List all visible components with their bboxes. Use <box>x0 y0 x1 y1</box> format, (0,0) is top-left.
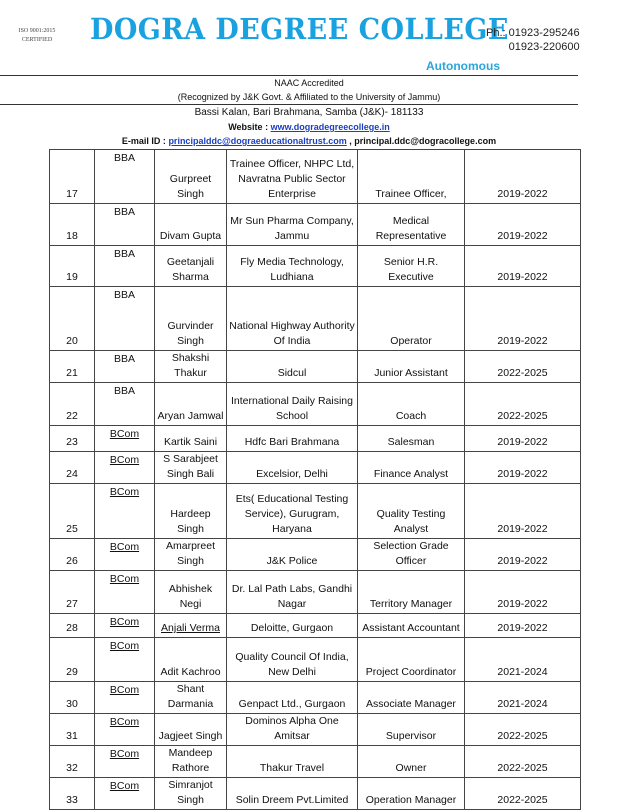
row-number-cell <box>50 614 95 638</box>
organization-cell <box>227 150 358 204</box>
row-number-cell <box>50 351 95 383</box>
program-cell <box>95 746 155 778</box>
row-number: 21 <box>66 367 78 379</box>
program-cell <box>95 638 155 682</box>
designation-cell <box>358 484 465 539</box>
student-name-cell <box>155 287 227 351</box>
student-name: Amarpreet Singh <box>165 540 216 567</box>
organization: Quality Council Of India, New Delhi <box>235 651 349 678</box>
designation-cell <box>358 571 465 614</box>
table-row <box>50 682 581 714</box>
student-name-cell <box>155 150 227 204</box>
email-separator: , <box>346 136 355 146</box>
phone-1: Ph.: 01923-295246 <box>486 27 580 39</box>
address: Bassi Kalan, Bari Brahmana, Samba (J&K)- 181133 <box>194 107 424 118</box>
accreditation: NAAC Accredited <box>274 78 344 88</box>
organization: Hdfc Bari Brahmana <box>244 436 340 448</box>
student-name-cell <box>155 426 227 452</box>
program-cell <box>95 246 155 287</box>
organization-cell <box>227 714 358 746</box>
table-row <box>50 150 581 204</box>
student-name-cell <box>155 204 227 246</box>
designation: Project Coordinator <box>365 666 457 678</box>
student-name-cell <box>155 638 227 682</box>
student-name-cell <box>155 714 227 746</box>
student-name-cell <box>155 614 227 638</box>
organization-cell <box>227 614 358 638</box>
organization-cell <box>227 484 358 539</box>
designation-cell <box>358 150 465 204</box>
table-row <box>50 246 581 287</box>
organization-cell <box>227 383 358 426</box>
program-cell <box>95 614 155 638</box>
organization-cell <box>227 452 358 484</box>
designation-cell <box>358 452 465 484</box>
batch-cell <box>465 778 581 810</box>
designation: Trainee Officer, <box>375 188 447 200</box>
iso-line-1: ISO 9001:2015 <box>18 28 56 34</box>
student-name: Adit Kachroo <box>160 666 221 678</box>
designation-cell <box>358 539 465 571</box>
student-name: Mandeep Rathore <box>168 747 213 774</box>
row-number-cell <box>50 383 95 426</box>
batch-cell <box>465 746 581 778</box>
row-number-cell <box>50 778 95 810</box>
student-name: Hardeep Singh <box>170 508 211 535</box>
program: BCom <box>109 428 140 440</box>
program: BCom <box>109 573 140 585</box>
designation: Supervisor <box>385 730 437 742</box>
organization: International Daily Raising School <box>231 395 353 422</box>
batch-cell <box>465 714 581 746</box>
batch: 2019-2022 <box>497 598 548 610</box>
row-number-cell <box>50 682 95 714</box>
row-number: 17 <box>66 188 78 200</box>
row-number: 22 <box>66 410 78 422</box>
student-name: Shant Darmania <box>167 683 214 710</box>
batch-cell <box>465 682 581 714</box>
designation: Salesman <box>387 436 435 448</box>
batch: 2021-2024 <box>497 698 548 710</box>
student-name-cell <box>155 452 227 484</box>
row-number-cell <box>50 287 95 351</box>
designation: Junior Assistant <box>374 367 448 379</box>
row-number: 33 <box>66 794 78 806</box>
batch: 2019-2022 <box>497 335 548 347</box>
designation-cell <box>358 246 465 287</box>
student-name: Simranjot Singh <box>168 779 213 806</box>
table-row <box>50 204 581 246</box>
batch: 2019-2022 <box>497 622 548 634</box>
designation-cell <box>358 204 465 246</box>
table-row <box>50 714 581 746</box>
student-name-cell <box>155 539 227 571</box>
student-name: Aryan Jamwal <box>157 410 224 422</box>
row-number: 18 <box>66 230 78 242</box>
designation: Territory Manager <box>369 598 453 610</box>
organization: Deloitte, Gurgaon <box>250 622 334 634</box>
row-number-cell <box>50 246 95 287</box>
batch: 2019-2022 <box>497 230 548 242</box>
batch-cell <box>465 351 581 383</box>
row-number-cell <box>50 426 95 452</box>
batch-cell <box>465 383 581 426</box>
email-label: E-mail ID : <box>121 136 169 146</box>
designation: Owner <box>395 762 427 774</box>
row-number: 19 <box>66 271 78 283</box>
table-row <box>50 452 581 484</box>
row-number: 26 <box>66 555 78 567</box>
batch: 2022-2025 <box>497 762 548 774</box>
website-line <box>0 122 618 132</box>
placement-table <box>49 149 581 810</box>
table-row <box>50 351 581 383</box>
batch: 2022-2025 <box>497 367 548 379</box>
college-name: DOGRA DEGREE COLLEGE <box>90 12 509 46</box>
batch: 2019-2022 <box>497 523 548 535</box>
designation: Finance Analyst <box>373 468 449 480</box>
program: BBA <box>113 152 135 164</box>
student-name-cell <box>155 246 227 287</box>
program-cell <box>95 452 155 484</box>
table-row <box>50 571 581 614</box>
student-name: Geetanjali Sharma <box>166 256 215 283</box>
batch: 2019-2022 <box>497 555 548 567</box>
designation: Operator <box>390 335 432 347</box>
website-link[interactable]: www.dogradegreecollege.in <box>270 122 390 132</box>
website-label: Website : <box>228 122 271 132</box>
program: BCom <box>109 541 140 553</box>
student-name: Kartik Saini <box>163 436 218 448</box>
table-row <box>50 287 581 351</box>
designation: Senior H.R. Executive <box>383 256 439 283</box>
row-number: 20 <box>66 335 78 347</box>
designation: Medical Representative <box>375 215 447 242</box>
program-cell <box>95 204 155 246</box>
email-link-1[interactable]: principalddc@dograeducationaltrust.com <box>168 136 347 146</box>
student-name: Shakshi Thakur <box>171 352 210 379</box>
designation: Assistant Accountant <box>362 622 460 634</box>
organization: Fly Media Technology, Ludhiana <box>240 256 344 283</box>
designation: Selection Grade Officer <box>373 540 449 567</box>
batch-cell <box>465 539 581 571</box>
program-cell <box>95 351 155 383</box>
organization: Ets( Educational Testing Service), Gurugram, Haryana <box>235 493 349 535</box>
email-2: principal.ddc@dogracollege.com <box>354 136 497 146</box>
designation-cell <box>358 746 465 778</box>
row-number-cell <box>50 452 95 484</box>
row-number-cell <box>50 539 95 571</box>
program-cell <box>95 383 155 426</box>
program-cell <box>95 484 155 539</box>
student-name-cell <box>155 383 227 426</box>
row-number: 28 <box>66 622 78 634</box>
student-name: Gurpreet Singh <box>169 173 212 200</box>
row-number: 30 <box>66 698 78 710</box>
student-name-cell <box>155 571 227 614</box>
program: BCom <box>109 640 140 652</box>
organization: Sidcul <box>277 367 307 379</box>
row-number: 32 <box>66 762 78 774</box>
designation-cell <box>358 426 465 452</box>
program: BBA <box>113 206 135 218</box>
organization: Dr. Lal Path Labs, Gandhi Nagar <box>231 583 353 610</box>
student-name-cell <box>155 351 227 383</box>
organization-cell <box>227 539 358 571</box>
program-cell <box>95 426 155 452</box>
student-name-cell <box>155 682 227 714</box>
student-name: Gurvinder Singh <box>167 320 214 347</box>
organization: Mr Sun Pharma Company, Jammu <box>230 215 354 242</box>
row-number-cell <box>50 484 95 539</box>
phone-numbers <box>486 26 580 54</box>
row-number: 29 <box>66 666 78 678</box>
designation: Quality Testing Analyst <box>376 508 446 535</box>
organization-cell <box>227 682 358 714</box>
program-cell <box>95 571 155 614</box>
row-number: 24 <box>66 468 78 480</box>
batch-cell <box>465 614 581 638</box>
student-name: S Sarabjeet Singh Bali <box>163 453 218 480</box>
program: BBA <box>113 353 135 365</box>
header-divider-top <box>0 75 578 76</box>
student-name: Jagjeet Singh <box>158 730 223 742</box>
batch: 2021-2024 <box>497 666 548 678</box>
table-row <box>50 484 581 539</box>
organization-cell <box>227 638 358 682</box>
batch-cell <box>465 287 581 351</box>
row-number-cell <box>50 204 95 246</box>
organization-cell <box>227 246 358 287</box>
organization-cell <box>227 746 358 778</box>
batch: 2019-2022 <box>497 271 548 283</box>
header-divider-middle <box>0 104 578 105</box>
program-cell <box>95 778 155 810</box>
program: BCom <box>109 748 140 760</box>
table-row <box>50 614 581 638</box>
batch-cell <box>465 426 581 452</box>
organization: Genpact Ltd., Gurgaon <box>238 698 346 710</box>
organization: Thakur Travel <box>259 762 325 774</box>
row-number-cell <box>50 638 95 682</box>
program-cell <box>95 287 155 351</box>
row-number-cell <box>50 714 95 746</box>
program-cell <box>95 714 155 746</box>
autonomous-status: Autonomous <box>426 59 500 73</box>
program: BCom <box>109 486 140 498</box>
batch-cell <box>465 204 581 246</box>
program: BBA <box>113 289 135 301</box>
batch: 2022-2025 <box>497 794 548 806</box>
organization: Solin Dreem Pvt.Limited <box>235 794 349 806</box>
designation-cell <box>358 383 465 426</box>
batch-cell <box>465 484 581 539</box>
batch-cell <box>465 571 581 614</box>
student-name: Anjali Verma <box>161 622 220 634</box>
designation-cell <box>358 287 465 351</box>
student-name-cell <box>155 746 227 778</box>
batch: 2022-2025 <box>497 410 548 422</box>
organization-cell <box>227 778 358 810</box>
batch: 2019-2022 <box>497 436 548 448</box>
program: BBA <box>113 248 135 260</box>
organization-cell <box>227 571 358 614</box>
designation-cell <box>358 682 465 714</box>
phone-2: 01923-220600 <box>508 41 580 53</box>
program: BCom <box>109 780 140 792</box>
batch-cell <box>465 452 581 484</box>
student-name: Abhishek Negi <box>168 583 213 610</box>
program: BCom <box>109 684 140 696</box>
student-name-cell <box>155 484 227 539</box>
program-cell <box>95 150 155 204</box>
organization: Trainee Officer, NHPC Ltd, Navratna Public Sector Enterprise <box>229 158 355 200</box>
iso-certification <box>14 27 60 45</box>
designation-cell <box>358 714 465 746</box>
organization: National Highway Authority Of India <box>229 320 355 347</box>
program-cell <box>95 682 155 714</box>
row-number: 23 <box>66 436 78 448</box>
organization-cell <box>227 426 358 452</box>
table-row <box>50 426 581 452</box>
table-row <box>50 746 581 778</box>
table-row <box>50 778 581 810</box>
designation: Coach <box>395 410 427 422</box>
organization-cell <box>227 287 358 351</box>
table-row <box>50 638 581 682</box>
table-row <box>50 383 581 426</box>
student-name: Divam Gupta <box>159 230 222 242</box>
row-number: 31 <box>66 730 78 742</box>
designation-cell <box>358 638 465 682</box>
designation: Associate Manager <box>366 698 456 710</box>
designation-cell <box>358 614 465 638</box>
student-name-cell <box>155 778 227 810</box>
organization-cell <box>227 351 358 383</box>
program-cell <box>95 539 155 571</box>
iso-line-2: CERTIFIED <box>21 37 53 43</box>
batch-cell <box>465 150 581 204</box>
row-number-cell <box>50 571 95 614</box>
email-line <box>0 136 618 146</box>
program: BCom <box>109 454 140 466</box>
table-row <box>50 539 581 571</box>
designation-cell <box>358 778 465 810</box>
organization: J&K Police <box>266 555 318 567</box>
batch: 2019-2022 <box>497 468 548 480</box>
batch: 2022-2025 <box>497 730 548 742</box>
program: BCom <box>109 616 140 628</box>
organization: Dominos Alpha One Amitsar <box>245 715 339 742</box>
program: BBA <box>113 385 135 397</box>
organization: Excelsior, Delhi <box>256 468 328 480</box>
row-number: 27 <box>66 598 78 610</box>
row-number: 25 <box>66 523 78 535</box>
designation: Operation Manager <box>365 794 457 806</box>
batch-cell <box>465 638 581 682</box>
organization-cell <box>227 204 358 246</box>
batch: 2019-2022 <box>497 188 548 200</box>
batch-cell <box>465 246 581 287</box>
designation-cell <box>358 351 465 383</box>
recognition: (Recognized by J&K Govt. & Affiliated to the University of Jammu) <box>177 92 441 102</box>
row-number-cell <box>50 150 95 204</box>
row-number-cell <box>50 746 95 778</box>
program: BCom <box>109 716 140 728</box>
